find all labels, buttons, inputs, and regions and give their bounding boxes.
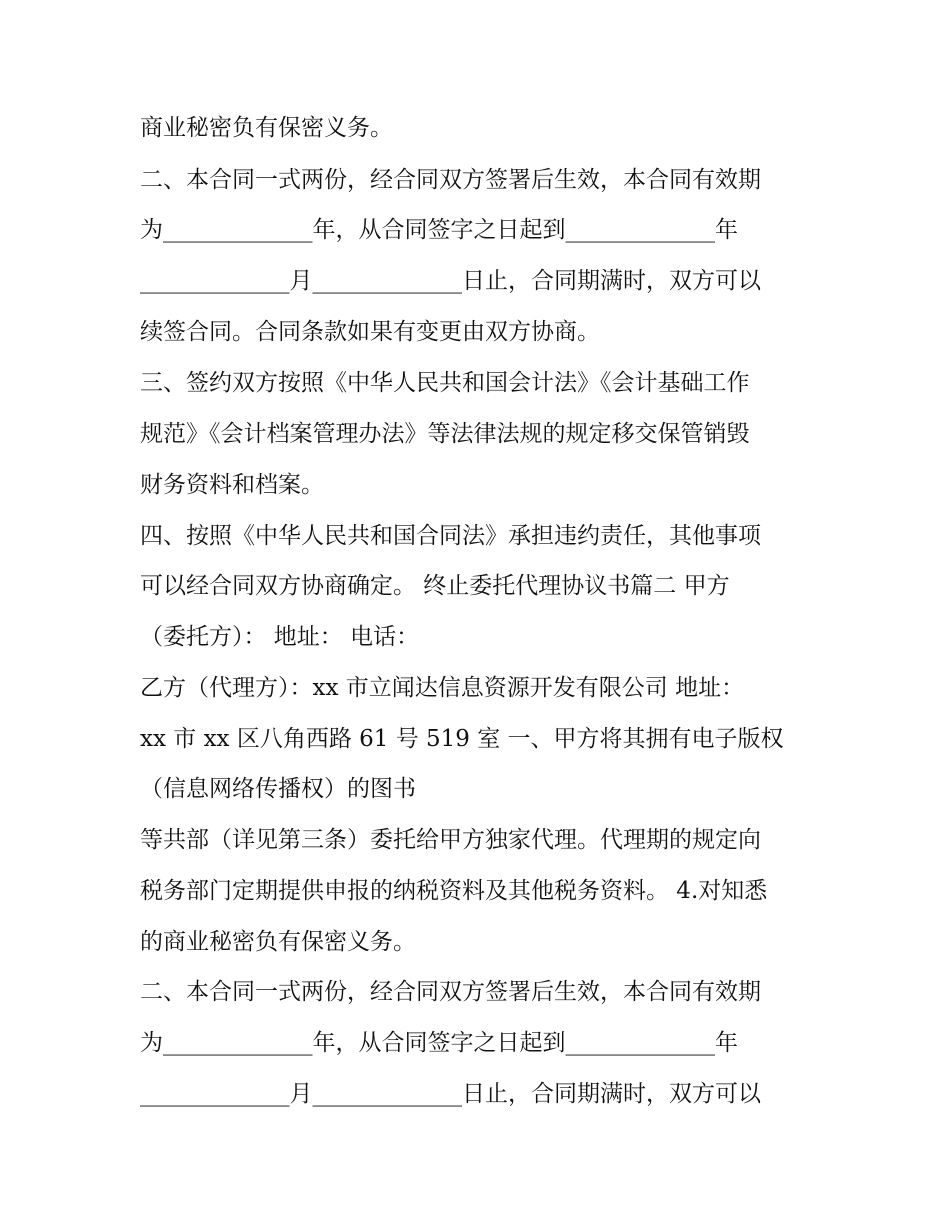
text-line: （委托方）： 地址： 电话： <box>140 624 420 650</box>
text-line: _____________月_____________日止，合同期满时，双方可以 <box>140 268 761 294</box>
text-line: 三、签约双方按照《中华人民共和国会计法》《会计基础工作 <box>140 370 750 396</box>
text-line: _____________月_____________日止，合同期满时，双方可以 <box>140 1081 761 1107</box>
text-line: 财务资料和档案。 <box>140 472 324 498</box>
text-line: 税务部门定期提供申报的纳税资料及其他税务资料。 4.对知悉 <box>140 878 768 904</box>
text-line: 二、本合同一式两份，经合同双方签署后生效，本合同有效期 <box>140 979 761 1005</box>
text-line: 的商业秘密负有保密义务。 <box>140 929 416 955</box>
text-line: 为_____________年，从合同签字之日起到_____________年 <box>140 217 738 243</box>
text-line: 续签合同。合同条款如果有变更由双方协商。 <box>140 319 600 345</box>
text-line: 乙方（代理方）：xx 市立闻达信息资源开发有限公司 地址： <box>140 675 745 701</box>
text-line: 等共部（详见第三条）委托给甲方独家代理。代理期的规定向 <box>140 827 761 853</box>
text-line: 规范》《会计档案管理办法》等法律法规的规定移交保管销毁 <box>140 421 750 447</box>
text-line: 为_____________年，从合同签字之日起到_____________年 <box>140 1030 738 1056</box>
text-line: 四、按照《中华人民共和国合同法》承担违约责任，其他事项 <box>140 523 761 549</box>
text-line: 商业秘密负有保密义务。 <box>140 115 393 141</box>
text-line: （信息网络传播权）的图书 <box>140 776 416 802</box>
text-line: xx 市 xx 区八角西路 61 号 519 室 一、甲方将其拥有电子版权 <box>140 726 784 752</box>
text-line: 可以经合同双方协商确定。 终止委托代理协议书篇二 甲方 <box>140 573 730 599</box>
text-line: 二、本合同一式两份，经合同双方签署后生效，本合同有效期 <box>140 167 761 193</box>
